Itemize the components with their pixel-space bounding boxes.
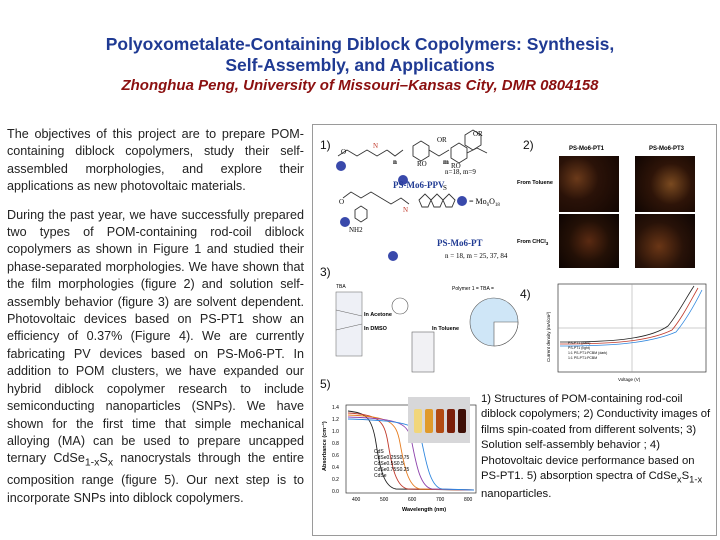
fig-label-1: 1) — [320, 138, 331, 152]
polymer-1-name: PS-Mo6-PPV — [393, 180, 445, 190]
fig5-ytick: 1.4 — [332, 405, 339, 411]
fig5-ytick: 0.0 — [332, 489, 339, 495]
fig5-legend: CdS — [374, 449, 384, 455]
atom-label: N — [403, 206, 409, 214]
fig5-xtick: 700 — [436, 497, 445, 503]
fig2-col-label: PS-Mo6-PT3 — [649, 146, 685, 152]
fig4-xlabel: Voltage (V) — [618, 377, 641, 382]
pom-sphere-icon — [336, 161, 346, 171]
title-line-2: Self-Assembly, and Applications — [225, 55, 495, 75]
afm-image — [559, 214, 619, 268]
poster-title — [0, 34, 720, 76]
fig4-legend: PS-PT1 (dark) — [568, 341, 591, 345]
afm-image — [635, 214, 695, 268]
title-line-1: Polyoxometalate-Containing Diblock Copolymers: Synthesis, — [105, 34, 615, 54]
fig5-ytick: 1.2 — [332, 417, 339, 423]
fig-label-2: 2) — [523, 138, 534, 152]
atom-label: NH2 — [349, 226, 363, 234]
figure-5-absorption-plot — [318, 393, 480, 513]
caption-text: 1) Structures of POM-containing rod-coil diblock copolymers; 2) Conductivity images of films spin-coated from different solvents; 3) Solution self-assembly behavior ; 4) Photovoltaic device performance based on PS-PT1. 5) absorption spectra of CdSe — [481, 393, 711, 483]
fig3-tba: TBA — [336, 284, 346, 290]
atom-label: n — [393, 158, 397, 166]
fig4-legend: PS-PT1 (light) — [568, 346, 590, 350]
figure-3-self-assembly — [334, 280, 519, 378]
fig5-legend: CdSe0.5S0.5 — [374, 461, 404, 467]
fig2-row-label: From Toluene — [517, 180, 553, 186]
polymer-2-sub: n = 18, m = 25, 37, 84 — [445, 252, 508, 260]
fig5-ytick: 0.8 — [332, 441, 339, 447]
polymer-1-sub: n=18, m=9 — [445, 168, 476, 176]
pom-sphere-legend-icon — [457, 196, 467, 206]
fig5-legend: CdSe0.75S0.25 — [374, 467, 410, 473]
fig-label-3: 3) — [320, 265, 331, 279]
figure-caption — [481, 392, 711, 502]
fig5-xtick: 500 — [380, 497, 389, 503]
fig5-ylabel: Absorbance (cm⁻¹) — [322, 421, 328, 471]
fig5-legend: CdSe — [374, 473, 387, 479]
figure-4-jv-plot — [538, 282, 710, 386]
atom-label: N — [373, 142, 379, 150]
fig5-ytick: 0.6 — [332, 453, 339, 459]
caption-tail: nanoparticles. — [481, 487, 552, 500]
progress-text-a: During the past year, we have successfully prepared two types of POM-containing rod-coil diblock copolymers as shown in Figure 1 and studied their phase-separated morphologies. We have shown that the film morphologies (figure 2) and solution self-assembly behavior (figure 3) are solvent dependent. Photovoltaic devices based on PS-PT1 show an efficiency of 0.37% (Figure 4). We are currently fabricating PV devices based on PS-Mo6-PT. In addition to POM clusters, we have expanded our hybrid diblock copolymer research to include semiconducting nanoparticles (SNPs). We have shown for the first time that simple mechanical alloying (MA) can be used to prepare uncapped ternary CdSe — [7, 207, 304, 466]
fig3-acetone: In Acetone — [364, 312, 392, 318]
atom-label: S — [443, 184, 447, 192]
fig3-dmso: In DMSO — [364, 326, 387, 332]
caption-s: S — [681, 470, 690, 483]
atom-label: OR — [473, 130, 483, 138]
progress-sub-2: x — [107, 456, 114, 469]
fig5-xlabel: Wavelength (nm) — [402, 507, 447, 513]
atom-label: RO — [451, 162, 461, 170]
caption-sub-x: x — [676, 473, 682, 485]
fig5-xtick: 800 — [464, 497, 473, 503]
atom-label: O — [341, 148, 347, 156]
fig-label-5: 5) — [320, 377, 331, 391]
figure-1-structures — [333, 128, 518, 268]
afm-image — [635, 156, 695, 212]
atom-label: m — [443, 158, 449, 166]
fig4-legend: 1:1 PS-PT1:PCBM — [568, 356, 598, 360]
progress-text-b: nanocrystals through the entire composition range (figure 5). Our next step is to incorporate SNPs into diblock copolymers. — [7, 451, 304, 505]
progress-s: S — [99, 451, 108, 466]
body-text — [7, 126, 304, 518]
fig3-toluene: In Toluene — [432, 326, 460, 332]
afm-image — [559, 156, 619, 212]
fig4-legend: 1:1 PS-PT1:PCBM (dark) — [568, 351, 608, 355]
atom-label: OR — [437, 136, 447, 144]
author-line: Zhonghua Peng, University of Missouri–Kansas City, DMR 0804158 — [121, 77, 599, 94]
fig2-row-label: From CHCl$_3$ — [517, 239, 549, 247]
fig2-col-label: PS-Mo6-PT1 — [569, 146, 605, 152]
fig5-xtick: 600 — [408, 497, 417, 503]
atom-label: O — [339, 198, 345, 206]
figure-2-conductivity — [517, 146, 713, 270]
caption-sub-1x: 1-x — [689, 473, 703, 485]
paragraph-progress — [7, 207, 304, 507]
pom-legend: = $Mo_6O_{18}$ — [469, 197, 500, 208]
pom-sphere-icon — [388, 251, 398, 261]
paragraph-objectives: The objectives of this project are to prepare POM-containing diblock copolymers, study their self-assembled morphologies, and explore their applications as new photovoltaic materials. — [7, 127, 304, 194]
progress-sub-1: 1-x — [84, 456, 100, 469]
fig5-ytick: 0.4 — [332, 465, 339, 471]
atom-label: RO — [417, 160, 427, 168]
fig5-ytick: 0.2 — [332, 477, 339, 483]
fig-label-4: 4) — [520, 287, 531, 301]
fig3-polymer-tba: Polymer 1 = TBA = — [452, 286, 494, 292]
polymer-2-name: PS-Mo6-PT — [437, 238, 483, 248]
fig4-ylabel: Current density (mA/cm²) — [546, 311, 551, 362]
fig5-ytick: 1.0 — [332, 429, 339, 435]
fig5-legend: CdSe0.25S0.75 — [374, 455, 410, 461]
fig5-xtick: 400 — [352, 497, 361, 503]
